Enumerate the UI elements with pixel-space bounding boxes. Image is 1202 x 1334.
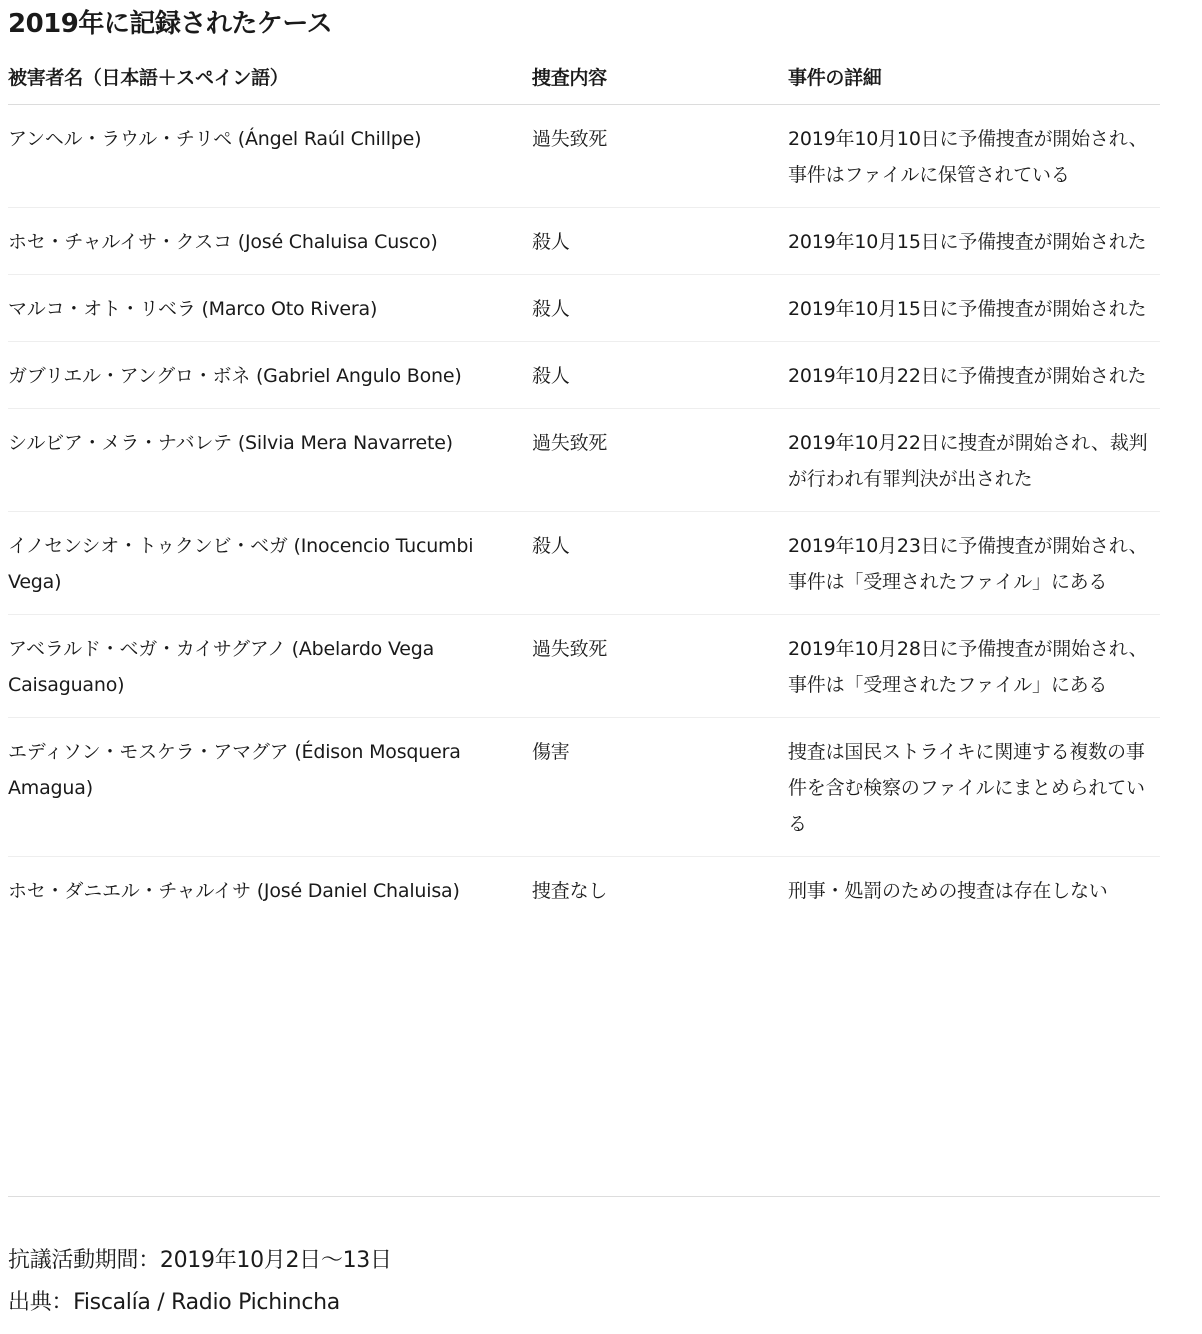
victim-name-cell: アンヘル・ラウル・チリペ (Ángel Raúl Chillpe) <box>8 105 532 208</box>
investigation-type-cell: 殺人 <box>532 208 788 275</box>
document-page <box>8 0 1160 1315</box>
investigation-type-cell: 殺人 <box>532 342 788 409</box>
case-detail-cell: 捜査は国民ストライキに関連する複数の事件を含む検察のファイルにまとめられている <box>788 718 1160 857</box>
investigation-type-cell: 傷害 <box>532 718 788 857</box>
table-row <box>8 208 1160 275</box>
investigation-type-cell: 過失致死 <box>532 105 788 208</box>
column-header-victim-name: 被害者名（日本語＋スペイン語） <box>8 48 532 105</box>
column-header-investigation: 捜査内容 <box>532 48 788 105</box>
victim-name-cell: イノセンシオ・トゥクンビ・ベガ (Inocencio Tucumbi Vega) <box>8 512 532 615</box>
table-row <box>8 105 1160 208</box>
case-detail-cell: 2019年10月10日に予備捜査が開始され、事件はファイルに保管されている <box>788 105 1160 208</box>
victim-name-cell: マルコ・オト・リベラ (Marco Oto Rivera) <box>8 275 532 342</box>
investigation-type-cell: 殺人 <box>532 275 788 342</box>
table-row <box>8 409 1160 512</box>
cases-table <box>8 48 1160 923</box>
case-detail-cell: 2019年10月22日に予備捜査が開始された <box>788 342 1160 409</box>
table-row <box>8 718 1160 857</box>
footer <box>8 1240 1160 1324</box>
table-row <box>8 512 1160 615</box>
source-note: 出典：Fiscalía / Radio Pichincha <box>8 1290 340 1315</box>
page-title: 2019年に記録されたケース <box>8 9 333 39</box>
table-row <box>8 857 1160 924</box>
victim-name-cell: ホセ・ダニエル・チャルイサ (José Daniel Chaluisa) <box>8 880 460 902</box>
investigation-type-cell: 殺人 <box>532 512 788 615</box>
column-header-case-details: 事件の詳細 <box>788 48 1160 105</box>
victim-name-cell: エディソン・モスケラ・アマグア (Édison Mosquera Amagua) <box>8 718 532 857</box>
footer-divider <box>8 1196 1160 1197</box>
table-row <box>8 615 1160 718</box>
case-detail-cell: 2019年10月15日に予備捜査が開始された <box>788 208 1160 275</box>
table-header-row <box>8 48 1160 105</box>
case-detail-cell: 2019年10月28日に予備捜査が開始され、事件は「受理されたファイル」にある <box>788 615 1160 718</box>
case-detail-cell: 2019年10月22日に捜査が開始され、裁判が行われ有罪判決が出された <box>788 409 1160 512</box>
victim-name-cell: ガブリエル・アングロ・ボネ (Gabriel Angulo Bone) <box>8 342 532 409</box>
case-detail-cell: 2019年10月23日に予備捜査が開始され、事件は「受理されたファイル」にある <box>788 512 1160 615</box>
protest-period-note: 抗議活動期間：2019年10月2日〜13日 <box>8 1248 392 1273</box>
case-detail-cell: 2019年10月15日に予備捜査が開始された <box>788 275 1160 342</box>
victim-name-cell: シルビア・メラ・ナバレテ (Silvia Mera Navarrete) <box>8 409 532 512</box>
investigation-type-cell: 過失致死 <box>532 615 788 718</box>
case-detail-cell: 刑事・処罰のための捜査は存在しない <box>788 880 1108 902</box>
victim-name-cell: ホセ・チャルイサ・クスコ (José Chaluisa Cusco) <box>8 208 532 275</box>
investigation-type-cell: 捜査なし <box>532 880 608 902</box>
table-row <box>8 342 1160 409</box>
victim-name-cell: アベラルド・ベガ・カイサグアノ (Abelardo Vega Caisaguano) <box>8 615 532 718</box>
table-row <box>8 275 1160 342</box>
investigation-type-cell: 過失致死 <box>532 409 788 512</box>
